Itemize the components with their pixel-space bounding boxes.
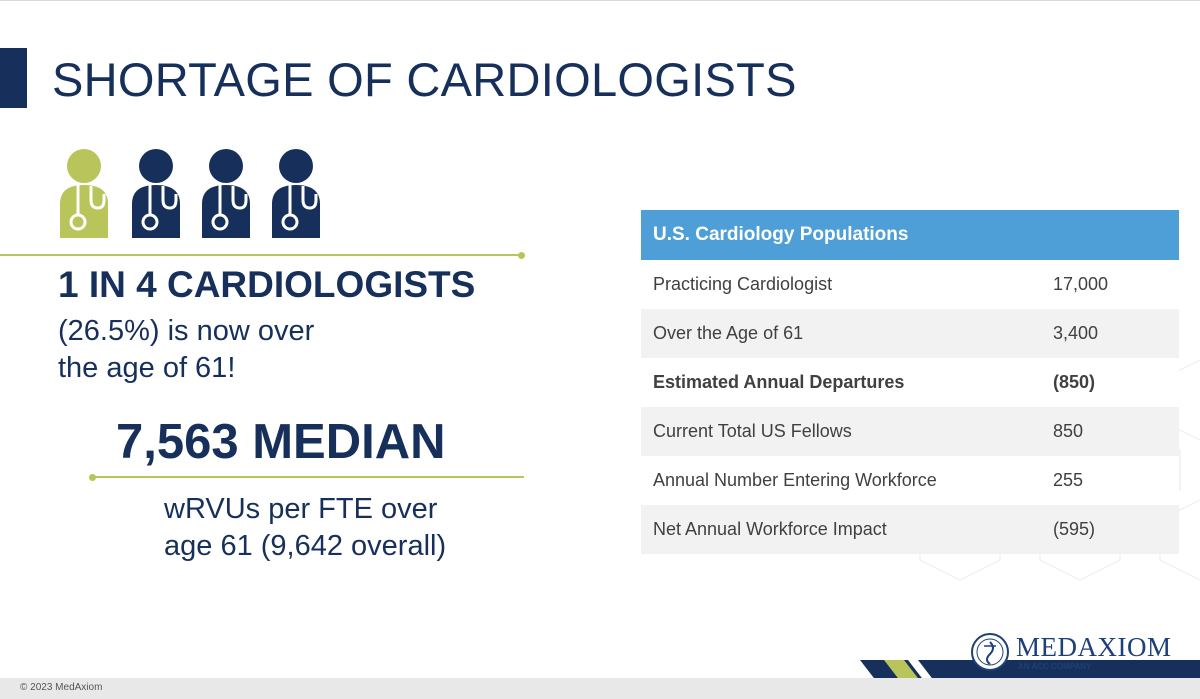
slide-title: SHORTAGE OF CARDIOLOGISTS	[52, 53, 797, 106]
logo-name: MEDAXIOM	[1016, 632, 1172, 662]
row-label: Annual Number Entering Workforce	[653, 470, 937, 490]
divider-middle	[92, 476, 524, 478]
table-row	[641, 260, 1179, 309]
doctor-icon	[268, 148, 324, 238]
table-row	[641, 309, 1179, 358]
doctor-icon-highlighted	[56, 148, 112, 238]
copyright-text: © 2023 MedAxiom	[20, 682, 103, 693]
table-row	[641, 358, 1179, 407]
row-label: Over the Age of 61	[653, 323, 804, 343]
median-headline: 7,563 MEDIAN	[116, 415, 446, 469]
table-row	[641, 407, 1179, 456]
median-line-1: wRVUs per FTE over	[164, 493, 438, 525]
row-value: (850)	[1053, 372, 1096, 392]
stat-headline: 1 IN 4 CARDIOLOGISTS	[58, 264, 476, 305]
table-row	[641, 505, 1179, 554]
row-label: Practicing Cardiologist	[653, 274, 833, 294]
logo-tagline: AN ACC COMPANY	[1018, 662, 1092, 671]
logo-seal-icon	[970, 632, 1010, 672]
median-description	[164, 491, 524, 565]
divider-top	[0, 254, 522, 256]
footer-bar	[0, 678, 1200, 699]
divider-dot	[518, 252, 525, 259]
row-value: 17,000	[1053, 274, 1109, 294]
median-line-2: age 61 (9,642 overall)	[164, 530, 447, 562]
row-value: 850	[1053, 421, 1084, 441]
doctor-icon	[198, 148, 254, 238]
doctor-icon	[128, 148, 184, 238]
row-label: Estimated Annual Departures	[653, 372, 905, 392]
cardiology-populations-table	[641, 210, 1179, 554]
medaxiom-logo	[970, 632, 1170, 674]
row-value: 255	[1053, 470, 1084, 490]
stat-line-2: the age of 61!	[58, 352, 236, 384]
row-value: 3,400	[1053, 323, 1099, 343]
table-header: U.S. Cardiology Populations	[641, 210, 1179, 260]
row-label: Current Total US Fellows	[653, 421, 852, 441]
table-row	[641, 456, 1179, 505]
top-border	[0, 0, 1200, 1]
divider-dot	[89, 474, 96, 481]
stat-description	[58, 313, 418, 387]
row-value: (595)	[1053, 519, 1096, 539]
doctor-icons	[56, 148, 336, 240]
row-label: Net Annual Workforce Impact	[653, 519, 887, 539]
stat-line-1: (26.5%) is now over	[58, 315, 315, 347]
title-accent-bar	[0, 48, 27, 108]
